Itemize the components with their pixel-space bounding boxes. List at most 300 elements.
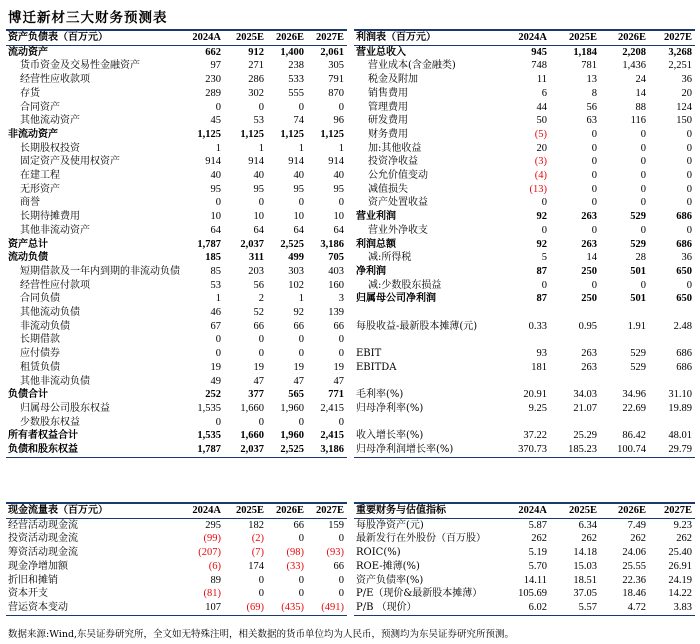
column-header: 2025E xyxy=(224,30,267,45)
row-label: 其他非流动负债 xyxy=(20,375,90,387)
cell-value xyxy=(502,333,550,347)
cell-value: (69) xyxy=(224,601,267,615)
cell-value: 705 xyxy=(328,252,344,264)
cell-value: 377 xyxy=(248,389,264,401)
cell-value: 1,960 xyxy=(280,402,304,414)
cell-value: 1 xyxy=(258,142,264,154)
cell-value: 44 xyxy=(536,101,547,113)
cell-value: 295 xyxy=(205,519,221,531)
table-row xyxy=(354,574,695,588)
cell-value xyxy=(600,306,649,320)
table-row xyxy=(354,238,695,252)
valuation-metrics-table xyxy=(354,502,695,616)
table-row xyxy=(6,546,347,560)
cell-value: 24.19 xyxy=(668,574,692,586)
cell-value: 262 xyxy=(676,533,692,545)
cell-value xyxy=(649,416,695,430)
row-label: EBIT xyxy=(356,348,382,360)
cell-value: 529 xyxy=(630,238,646,250)
cell-value: 92 xyxy=(293,307,304,319)
cell-value: 40 xyxy=(333,170,344,182)
cell-value: 25.40 xyxy=(668,547,692,559)
cell-value: 5.19 xyxy=(528,547,547,559)
cell-value xyxy=(600,416,649,430)
cell-value: 1,660 xyxy=(240,402,264,414)
cell-value: 2,251 xyxy=(668,60,692,72)
cell-value: 86.42 xyxy=(622,430,646,442)
table-row xyxy=(6,574,347,588)
cell-value: 66 xyxy=(253,320,264,332)
table-row xyxy=(6,45,347,59)
cell-value xyxy=(600,333,649,347)
cell-value: 0 xyxy=(298,348,304,360)
cell-value: 0 xyxy=(686,142,692,154)
cell-value: (98) xyxy=(286,547,304,559)
cell-value: 105.69 xyxy=(518,588,547,600)
cell-value: 555 xyxy=(288,87,304,99)
row-label: 资产处置收益 xyxy=(368,197,428,209)
cell-value: 565 xyxy=(288,389,304,401)
cell-value: 93 xyxy=(536,348,547,360)
table-row xyxy=(6,560,347,574)
cell-value: 914 xyxy=(205,156,221,168)
cell-value: 10 xyxy=(253,211,264,223)
cell-value: 95 xyxy=(333,183,344,195)
row-label: 归属母公司净利润 xyxy=(356,293,436,305)
table-row xyxy=(354,388,695,402)
cell-value: 25.29 xyxy=(573,430,597,442)
source-note: 数据来源:Wind,东吴证券研究所，全文如无特殊注明，相关数据的货币单位均为人民币，预测均为东吴证券研究所预测。 xyxy=(8,629,515,640)
row-label xyxy=(354,375,502,389)
cell-value: 0 xyxy=(640,279,646,291)
cell-value: 0 xyxy=(258,588,264,600)
table-title: 现金流量表（百万元） xyxy=(6,503,182,518)
cell-value xyxy=(600,375,649,389)
cell-value: 3,268 xyxy=(668,46,692,58)
cell-value: 0 xyxy=(591,197,597,209)
table-row xyxy=(6,128,347,142)
cell-value: 1,125 xyxy=(197,128,221,140)
row-label: 减值损失 xyxy=(368,183,408,195)
cell-value: 271 xyxy=(248,60,264,72)
cell-value: 230 xyxy=(205,74,221,86)
cell-value: (2) xyxy=(251,533,264,545)
cell-value: 56 xyxy=(586,101,597,113)
table-row xyxy=(6,402,347,416)
cell-value: 182 xyxy=(248,519,264,531)
cell-value: 403 xyxy=(328,265,344,277)
table-row xyxy=(354,73,695,87)
cell-value: 53 xyxy=(253,115,264,127)
row-label: 减:少数股东损益 xyxy=(368,279,442,291)
cell-value: 1,535 xyxy=(197,430,221,442)
cell-value: 22.36 xyxy=(622,574,646,586)
table-row xyxy=(354,429,695,443)
table-row xyxy=(354,587,695,601)
cell-value: 124 xyxy=(676,101,692,113)
cell-value xyxy=(502,306,550,320)
cell-value: 47 xyxy=(293,375,304,387)
table-row xyxy=(354,59,695,73)
row-label: 资本开支 xyxy=(8,588,48,600)
cell-value: 1,125 xyxy=(280,128,304,140)
table-row xyxy=(6,416,347,430)
cell-value: 52 xyxy=(253,307,264,319)
row-label: 商誉 xyxy=(20,197,40,209)
row-label: 归属母公司股东权益 xyxy=(20,402,110,414)
table-row xyxy=(354,114,695,128)
column-header: 2027E xyxy=(649,503,695,518)
cell-value: 1 xyxy=(298,293,304,305)
cell-value: 0 xyxy=(298,416,304,428)
cell-value: 0 xyxy=(541,279,547,291)
cell-value: 66 xyxy=(333,320,344,332)
cell-value: 686 xyxy=(676,348,692,360)
cell-value: 499 xyxy=(288,252,304,264)
cell-value: 912 xyxy=(248,46,264,58)
cell-value: 102 xyxy=(288,279,304,291)
cell-value: 650 xyxy=(676,265,692,277)
column-header: 2025E xyxy=(224,503,267,518)
cell-value: 305 xyxy=(328,60,344,72)
cell-value: 263 xyxy=(581,361,597,373)
cell-value: 95 xyxy=(293,183,304,195)
table-row xyxy=(6,443,347,457)
row-label: 资产总计 xyxy=(8,238,48,250)
cell-value: 64 xyxy=(333,224,344,236)
cell-value xyxy=(502,375,550,389)
cell-value: 0 xyxy=(298,101,304,113)
table-row xyxy=(354,251,695,265)
cell-value: 49 xyxy=(210,375,221,387)
cell-value: 0 xyxy=(541,197,547,209)
cell-value: 47 xyxy=(333,375,344,387)
column-header: 2024A xyxy=(182,503,224,518)
row-label: P/E（现价&最新股本摊薄） xyxy=(356,588,483,600)
row-label: 长期借款 xyxy=(20,334,60,346)
cell-value: 67 xyxy=(210,320,221,332)
table-header-row xyxy=(6,30,347,45)
cell-value: 0 xyxy=(298,334,304,346)
cell-value: 2,037 xyxy=(224,443,267,457)
cell-value: 87 xyxy=(536,293,547,305)
cell-value: (5) xyxy=(534,128,547,140)
cell-value: 10 xyxy=(210,211,221,223)
cell-value: 0 xyxy=(298,588,304,600)
cell-value: 5.57 xyxy=(550,601,600,615)
cell-value: 263 xyxy=(581,348,597,360)
cell-value xyxy=(550,416,600,430)
cell-value: 0 xyxy=(298,574,304,586)
cell-value: 92 xyxy=(536,238,547,250)
cell-value: 18.51 xyxy=(573,574,597,586)
cell-value: 0 xyxy=(338,588,344,600)
cell-value: 19 xyxy=(293,361,304,373)
cell-value: 29.79 xyxy=(649,443,695,457)
table-row xyxy=(354,169,695,183)
table-row xyxy=(354,601,695,615)
table-row xyxy=(6,251,347,265)
row-label: 流动负债 xyxy=(8,252,48,264)
cell-value: 19 xyxy=(253,361,264,373)
cell-value: (3) xyxy=(534,156,547,168)
cell-value: (4) xyxy=(534,170,547,182)
balance-sheet-table xyxy=(6,29,347,458)
table-row xyxy=(6,224,347,238)
cell-value: 0 xyxy=(338,574,344,586)
cell-value: 31.10 xyxy=(668,389,692,401)
cell-value: 2,415 xyxy=(320,430,344,442)
row-label: 利润总额 xyxy=(356,238,396,250)
row-label: 长期待摊费用 xyxy=(20,211,80,223)
cell-value: (491) xyxy=(307,601,347,615)
table-header-row xyxy=(6,503,347,518)
cell-value: 203 xyxy=(248,265,264,277)
table-row xyxy=(6,375,347,389)
cell-value: 8 xyxy=(591,87,597,99)
table-row xyxy=(354,101,695,115)
table-row xyxy=(6,601,347,615)
row-label: 租赁负债 xyxy=(20,361,60,373)
row-label: 研发费用 xyxy=(368,115,408,127)
cell-value: 0 xyxy=(258,574,264,586)
cell-value: 0 xyxy=(298,197,304,209)
table-row xyxy=(354,306,695,320)
row-label: 管理费用 xyxy=(368,101,408,113)
table-row xyxy=(6,347,347,361)
cell-value: 650 xyxy=(676,293,692,305)
cell-value: 0 xyxy=(686,170,692,182)
cell-value: 37.05 xyxy=(573,588,597,600)
cell-value: 263 xyxy=(581,211,597,223)
cell-value: 28 xyxy=(635,252,646,264)
table-row xyxy=(6,279,347,293)
cell-value: 48.01 xyxy=(668,430,692,442)
cell-value: 14.18 xyxy=(573,547,597,559)
cell-value: 1,787 xyxy=(197,238,221,250)
cell-value: (7) xyxy=(251,547,264,559)
cell-value: 0 xyxy=(258,334,264,346)
cell-value: 529 xyxy=(630,348,646,360)
cell-value: 66 xyxy=(293,519,304,531)
cell-value: 1.91 xyxy=(627,320,646,332)
cell-value: 20.91 xyxy=(523,389,547,401)
table-row xyxy=(354,279,695,293)
cell-value: 0.95 xyxy=(578,320,597,332)
cell-value: 63 xyxy=(586,115,597,127)
cell-value: 2.48 xyxy=(673,320,692,332)
cell-value: 0 xyxy=(591,279,597,291)
table-title: 资产负债表（百万元） xyxy=(6,30,182,45)
cell-value: (93) xyxy=(326,547,344,559)
row-label: 经营性应收款项 xyxy=(20,74,90,86)
cell-value: 1,787 xyxy=(182,443,224,457)
cell-value: 2,037 xyxy=(240,238,264,250)
cell-value xyxy=(649,306,695,320)
cell-value: 89 xyxy=(210,574,221,586)
cell-value: 19 xyxy=(210,361,221,373)
cell-value: 95 xyxy=(253,183,264,195)
column-header: 2025E xyxy=(550,503,600,518)
table-row xyxy=(354,265,695,279)
page-title: 博迁新材三大财务预测表 xyxy=(8,10,168,26)
cell-value: 0 xyxy=(640,183,646,195)
cell-value: 14 xyxy=(586,252,597,264)
cell-value: 3 xyxy=(338,293,344,305)
column-header: 2024A xyxy=(502,30,550,45)
cell-value: 50 xyxy=(536,115,547,127)
cell-value: 1,960 xyxy=(280,430,304,442)
income-statement-table xyxy=(354,29,695,458)
table-row xyxy=(6,196,347,210)
cell-value: (33) xyxy=(286,560,304,572)
column-header: 2026E xyxy=(600,503,649,518)
row-label: 收入增长率(%) xyxy=(356,430,424,442)
cell-value: 0 xyxy=(215,334,221,346)
cell-value: 4.72 xyxy=(600,601,649,615)
cell-value: 1,400 xyxy=(280,46,304,58)
cell-value: 748 xyxy=(531,60,547,72)
cell-value: 36 xyxy=(681,74,692,86)
cell-value: 40 xyxy=(210,170,221,182)
cell-value: 7.49 xyxy=(627,519,646,531)
row-label: 归母净利润增长率(%) xyxy=(354,443,502,457)
cell-value: 0 xyxy=(215,197,221,209)
cell-value: 250 xyxy=(581,265,597,277)
row-label: 最新发行在外股份（百万股） xyxy=(356,533,486,545)
cell-value: 9.23 xyxy=(673,519,692,531)
cell-value: 2,525 xyxy=(280,238,304,250)
cell-value: 263 xyxy=(581,238,597,250)
table-row xyxy=(354,87,695,101)
table-row xyxy=(354,416,695,430)
row-label: 加:其他收益 xyxy=(368,142,422,154)
cell-value: 14 xyxy=(635,87,646,99)
cell-value: 107 xyxy=(182,601,224,615)
row-label: 固定资产及使用权资产 xyxy=(20,156,120,168)
cell-value: 914 xyxy=(248,156,264,168)
row-label: ROIC(%) xyxy=(356,547,401,559)
cell-value: 5 xyxy=(541,252,547,264)
table-row xyxy=(354,361,695,375)
table-row xyxy=(354,224,695,238)
cell-value: 5.70 xyxy=(528,560,547,572)
cell-value: 37.22 xyxy=(523,430,547,442)
row-label: 其他流动资产 xyxy=(20,115,80,127)
cell-value: 250 xyxy=(581,293,597,305)
table-title: 重要财务与估值指标 xyxy=(354,503,502,518)
row-label: 合同负债 xyxy=(20,293,60,305)
cell-value: 501 xyxy=(630,265,646,277)
cell-value: (99) xyxy=(203,533,221,545)
row-label: 经营性应付款项 xyxy=(20,279,90,291)
table-row xyxy=(354,546,695,560)
table-row xyxy=(6,532,347,546)
cell-value: 1,125 xyxy=(320,128,344,140)
row-label: 归母净利率(%) xyxy=(356,402,424,414)
cell-value: 0 xyxy=(591,156,597,168)
cell-value: 686 xyxy=(676,361,692,373)
table-row xyxy=(354,210,695,224)
table-row xyxy=(6,265,347,279)
cell-value: 20 xyxy=(536,142,547,154)
row-label: 长期股权投资 xyxy=(20,142,80,154)
cell-value: 2,208 xyxy=(622,46,646,58)
table-row xyxy=(6,142,347,156)
cell-value: 0 xyxy=(686,279,692,291)
row-label: P/B （现价） xyxy=(354,601,502,615)
cell-value: 64 xyxy=(210,224,221,236)
cell-value: 26.91 xyxy=(668,560,692,572)
cell-value: 66 xyxy=(293,320,304,332)
cell-value: 1,660 xyxy=(240,430,264,442)
column-header: 2027E xyxy=(649,30,695,45)
cell-value: 302 xyxy=(248,87,264,99)
cell-value: 85 xyxy=(210,265,221,277)
table-row xyxy=(6,238,347,252)
column-header: 2027E xyxy=(307,503,347,518)
cell-value: 252 xyxy=(205,389,221,401)
cell-value: 96 xyxy=(333,115,344,127)
row-label: 应付债券 xyxy=(20,348,60,360)
cell-value: 286 xyxy=(248,74,264,86)
cell-value: 0 xyxy=(338,348,344,360)
table-row xyxy=(354,443,695,457)
table-row xyxy=(354,128,695,142)
cell-value: 662 xyxy=(205,46,221,58)
table-row xyxy=(6,155,347,169)
cell-value: 0 xyxy=(686,224,692,236)
cell-value: 0 xyxy=(591,128,597,140)
row-label: 销售费用 xyxy=(368,87,408,99)
table-row xyxy=(354,142,695,156)
row-label: 其他流动负债 xyxy=(20,307,80,319)
column-header: 2026E xyxy=(600,30,649,45)
cell-value: 791 xyxy=(328,74,344,86)
row-label: 经营活动现金流 xyxy=(8,519,78,531)
cell-value: 9.25 xyxy=(528,402,547,414)
table-row xyxy=(354,196,695,210)
cash-flow-table xyxy=(6,502,347,616)
table-row xyxy=(354,155,695,169)
row-label: 投资净收益 xyxy=(368,156,418,168)
cell-value: 25.55 xyxy=(622,560,646,572)
cell-value: 14.11 xyxy=(523,574,547,586)
cell-value: 46 xyxy=(210,307,221,319)
cell-value: 159 xyxy=(328,519,344,531)
cell-value: 0 xyxy=(215,348,221,360)
cell-value: 0 xyxy=(686,128,692,140)
table-row xyxy=(6,388,347,402)
cell-value: 0 xyxy=(338,334,344,346)
cell-value: 533 xyxy=(288,74,304,86)
cell-value: 87 xyxy=(536,265,547,277)
cell-value xyxy=(550,306,600,320)
row-label: 非流动负债 xyxy=(20,320,70,332)
cell-value: 34.96 xyxy=(622,389,646,401)
row-label: 每股收益-最新股本摊薄(元) xyxy=(356,320,478,332)
cell-value: 262 xyxy=(581,533,597,545)
cell-value: 139 xyxy=(328,307,344,319)
row-label: 营业成本(含金融类) xyxy=(368,60,456,72)
table-row xyxy=(354,560,695,574)
cell-value: 686 xyxy=(676,211,692,223)
cell-value: 0 xyxy=(640,128,646,140)
cell-value: 100.74 xyxy=(600,443,649,457)
table-row xyxy=(6,101,347,115)
row-label: 财务费用 xyxy=(368,128,408,140)
cell-value: 56 xyxy=(253,279,264,291)
